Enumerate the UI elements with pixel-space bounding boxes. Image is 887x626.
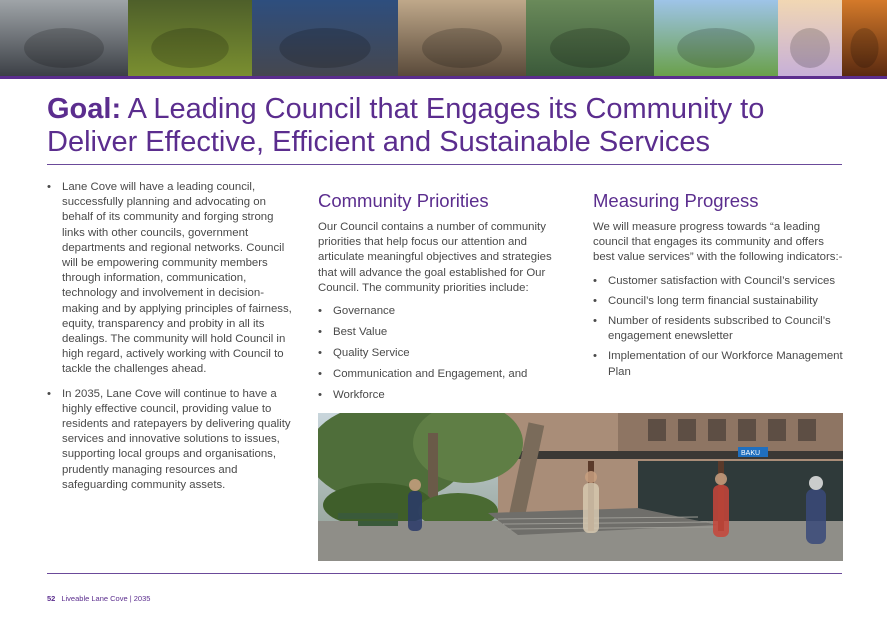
publication-name: Liveable Lane Cove | 2035 — [61, 594, 151, 603]
measuring-progress-column — [593, 190, 845, 385]
priority-item: • Best Value — [318, 325, 558, 340]
measuring-progress-intro: We will measure progress towards “a leading council that engages its community and offers best value services” with the following indicators:- — [593, 221, 843, 264]
indicator-item: • Number of residents subscribed to Council’s engagement enewsletter — [593, 314, 845, 344]
page-title — [47, 93, 847, 159]
community-priorities-heading: Community Priorities — [318, 190, 489, 211]
goal-bullet-list — [47, 180, 297, 493]
measuring-progress-heading: Measuring Progress — [593, 190, 759, 211]
goal-description-column — [47, 180, 297, 502]
indicator-item: • Council’s long term financial sustainability — [593, 294, 845, 309]
performers-photo — [398, 0, 526, 76]
child-photo — [778, 0, 842, 76]
bicycle-photo — [0, 0, 128, 76]
photo-banner — [0, 0, 887, 76]
page-number: 52 — [47, 594, 56, 603]
priority-item: • Quality Service — [318, 346, 558, 361]
indicator-list — [593, 274, 845, 380]
title-text: A Leading Council that Engages its Community to Deliver Effective, Efficient and Sustainable Services — [47, 93, 765, 158]
title-lead: Goal: — [47, 93, 122, 125]
goal-bullet: • In 2035, Lane Cove will continue to have a highly effective council, providing value to residents and ratepayers by delivering quality services and innovative solutions to issues, supporting local groups and organisations, prudently managing resources and safeguarding community assets. — [47, 387, 297, 493]
indicator-item: • Implementation of our Workforce Management Plan — [593, 349, 845, 379]
page-footer — [47, 594, 150, 603]
sculpture-photo — [252, 0, 398, 76]
community-priorities-intro: Our Council contains a number of community priorities that help focus our attention and articulate meaningful objectives and strategies that will advance the goal established for Our Council. The community priorities include: — [318, 221, 552, 294]
indicator-item: • Customer satisfaction with Council’s services — [593, 274, 845, 289]
goal-bullet: • Lane Cove will have a leading council, successfully planning and advocating on behalf of its community and forging strong links with other councils, government departments and regional networks. Council will be empowering community members through information, communication, technology and involvement in decision-making and by applying principles of fairness, equity, transparency and probity in all its dealings. The community will hold Council in high regard, actively working with Council to tackle the challenges ahead. — [47, 180, 297, 378]
banner-divider — [0, 76, 887, 79]
title-rule — [47, 164, 842, 165]
priority-item: • Communication and Engagement, and — [318, 367, 558, 382]
community-priorities-list — [318, 304, 558, 403]
concert-crowd-photo — [526, 0, 654, 76]
kookaburra-photo — [842, 0, 887, 76]
street-scene-photo — [318, 413, 843, 561]
priority-item: • Governance — [318, 304, 558, 319]
footer-rule — [47, 573, 842, 574]
shop-sign-text: BAKU — [741, 450, 761, 457]
park-building-photo — [654, 0, 778, 76]
priority-item: • Workforce — [318, 388, 558, 403]
community-priorities-column — [318, 190, 558, 409]
frog-photo — [128, 0, 252, 76]
